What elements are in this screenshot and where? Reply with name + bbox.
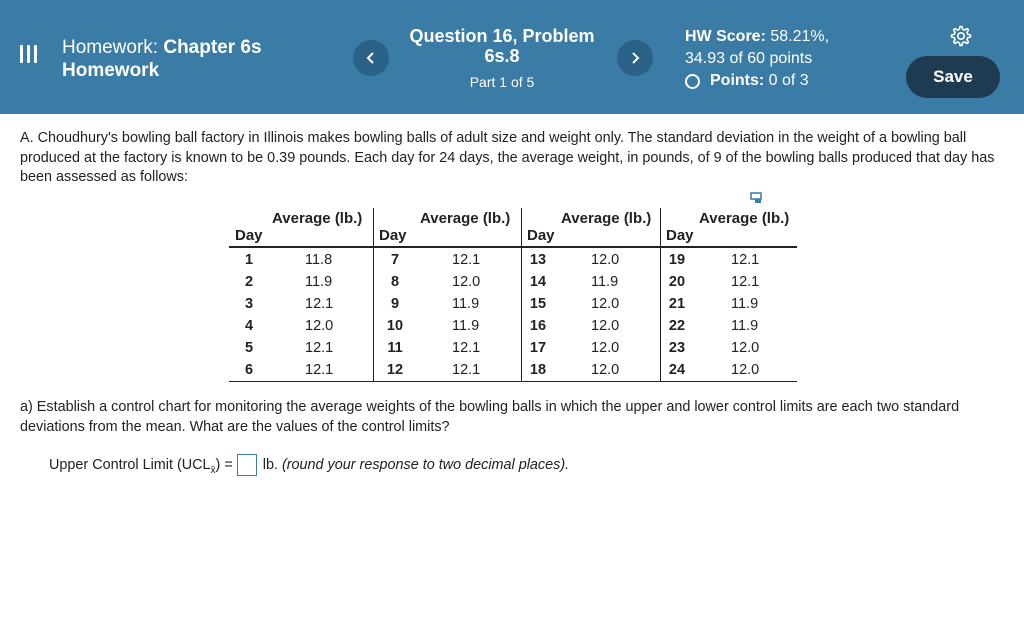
table-row: [660, 359, 797, 381]
value-cell: 12.1: [452, 340, 481, 356]
table-row: [373, 293, 521, 315]
homework-title: [62, 36, 262, 82]
table-row: [521, 271, 660, 293]
table-row: [373, 315, 521, 337]
table-group-2: [373, 208, 521, 382]
value-cell: 12.1: [452, 362, 481, 378]
hamburger-menu-icon[interactable]: [18, 43, 40, 65]
table-row: [521, 249, 660, 271]
day-header: Day: [235, 227, 263, 244]
day-cell: 4: [244, 318, 254, 334]
table-row: [660, 271, 797, 293]
day-cell: 13: [529, 252, 547, 268]
ucl-answer-input[interactable]: [237, 454, 257, 476]
question-title-line1: Question 16, Problem: [409, 26, 595, 46]
value-cell: 12.0: [731, 340, 760, 356]
day-cell: 18: [529, 362, 547, 378]
average-header: Average (lb.): [272, 210, 363, 227]
table-row: [660, 249, 797, 271]
copy-data-icon[interactable]: [750, 192, 764, 204]
value-cell: 11.9: [731, 318, 759, 334]
day-cell: 20: [668, 274, 686, 290]
day-cell: 6: [244, 362, 254, 378]
day-cell: 23: [668, 340, 686, 356]
table-row: [521, 315, 660, 337]
day-cell: 7: [390, 252, 400, 268]
save-button[interactable]: Save: [906, 56, 1000, 98]
value-cell: 11.9: [305, 274, 333, 290]
chevron-left-icon: [365, 52, 377, 64]
points-value: 0 of 3: [768, 72, 809, 89]
average-header: Average (lb.): [420, 210, 511, 227]
table-bottom-rule: [229, 381, 797, 382]
day-cell: 15: [529, 296, 547, 312]
day-cell: 19: [668, 252, 686, 268]
table-row: [229, 271, 373, 293]
value-cell: 12.0: [452, 274, 481, 290]
table-row: [660, 315, 797, 337]
table-group-1: [229, 208, 373, 382]
question-prompt: a) Establish a control chart for monitoring the average weights of the bowling balls in which the upper and lower control limits are each two standard deviations from the mean. What are the values of the control limits?: [20, 399, 960, 435]
value-cell: 12.0: [591, 362, 620, 378]
ucl-unit: lb.: [262, 457, 278, 473]
value-cell: 11.8: [305, 252, 333, 268]
question-title-line2: 6s.8: [484, 46, 520, 66]
day-cell: 1: [244, 252, 254, 268]
day-header: Day: [379, 227, 407, 244]
homework-name-line2: Homework: [62, 60, 160, 81]
day-cell: 16: [529, 318, 547, 334]
question-part: Part 1 of 5: [469, 74, 535, 90]
question-title: [393, 26, 611, 66]
table-row: [373, 249, 521, 271]
day-header: Day: [527, 227, 555, 244]
day-cell: 5: [244, 340, 254, 356]
average-header: Average (lb.): [561, 210, 652, 227]
table-row: [521, 337, 660, 359]
average-header: Average (lb.): [699, 210, 790, 227]
value-cell: 12.0: [731, 362, 760, 378]
hw-score-label: HW Score:: [685, 28, 766, 45]
top-header: [0, 0, 1024, 114]
value-cell: 11.9: [452, 318, 480, 334]
homework-name-line1: Chapter 6s: [163, 37, 262, 58]
value-cell: 12.1: [731, 252, 760, 268]
value-cell: 11.9: [591, 274, 619, 290]
ucl-label: Upper Control Limit (UCL: [49, 457, 211, 473]
table-row: [521, 359, 660, 381]
value-cell: 12.1: [305, 362, 334, 378]
points-label: Points:: [710, 72, 765, 89]
table-row: [229, 359, 373, 381]
chevron-right-icon: [629, 52, 641, 64]
points-status-icon: [685, 74, 700, 89]
table-row: [229, 249, 373, 271]
ucl-label-end: ) =: [215, 457, 233, 473]
day-cell: 12: [386, 362, 404, 378]
day-cell: 11: [387, 340, 403, 356]
value-cell: 12.0: [305, 318, 334, 334]
day-cell: 21: [668, 296, 686, 312]
table-row: [229, 293, 373, 315]
table-row: [229, 315, 373, 337]
previous-question-button[interactable]: [353, 40, 389, 76]
score-panel: [685, 26, 829, 92]
hw-score-value: 58.21%,: [770, 28, 830, 45]
day-cell: 9: [390, 296, 400, 312]
day-cell: 8: [390, 274, 400, 290]
table-row: [660, 293, 797, 315]
day-cell: 17: [529, 340, 547, 356]
day-cell: 24: [668, 362, 686, 378]
homework-prefix: Homework:: [62, 37, 159, 58]
value-cell: 12.1: [305, 340, 334, 356]
value-cell: 12.1: [452, 252, 481, 268]
value-cell: 12.1: [731, 274, 760, 290]
rounding-hint: (round your response to two decimal places).: [281, 457, 570, 473]
value-cell: 11.9: [731, 296, 759, 312]
hw-points: 34.93 of 60 points: [685, 50, 813, 67]
day-cell: 3: [244, 296, 254, 312]
data-table: [229, 208, 797, 382]
answer-row: [49, 454, 569, 476]
day-cell: 14: [529, 274, 547, 290]
ucl-subscript: x̄: [210, 464, 216, 476]
question-indicator: [393, 26, 611, 90]
value-cell: 12.0: [591, 252, 620, 268]
table-row: [373, 337, 521, 359]
value-cell: 12.1: [305, 296, 334, 312]
next-question-button[interactable]: [617, 40, 653, 76]
value-cell: 12.0: [591, 318, 620, 334]
day-cell: 10: [386, 318, 404, 334]
table-row: [373, 271, 521, 293]
value-cell: 12.0: [591, 296, 620, 312]
value-cell: 12.0: [591, 340, 620, 356]
problem-statement: A. Choudhury's bowling ball factory in Illinois makes bowling balls of adult size and weight only. The standard deviation in the weight of a bowling ball produced at the factory is known to be 0.39 pounds. Each day for 24 days, the average weight, in pounds, of 9 of the bowling balls produced that day has been assessed as follows:: [20, 130, 995, 185]
table-row: [660, 337, 797, 359]
value-cell: 11.9: [452, 296, 480, 312]
table-group-3: [521, 208, 660, 382]
day-cell: 2: [244, 274, 254, 290]
table-row: [373, 359, 521, 381]
table-group-4: [660, 208, 797, 382]
table-row: [229, 337, 373, 359]
day-header: Day: [666, 227, 694, 244]
day-cell: 22: [668, 318, 686, 334]
gear-icon[interactable]: [948, 24, 972, 48]
table-row: [521, 293, 660, 315]
